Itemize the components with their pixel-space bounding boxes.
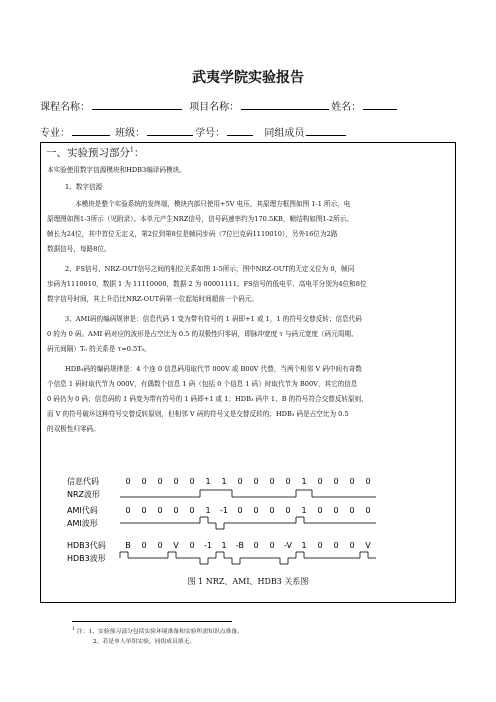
hdb3-code-digit: -1 <box>204 541 212 550</box>
paragraph-line: 个信息 1 码时取代节为 000V，有偶数个信息 1 码（包括 0 个信息 1 码）时取代节为 B00V，其它的信息 <box>47 380 358 388</box>
hdb3-code-digit: B <box>125 541 131 550</box>
info-code-digit: 1 <box>221 477 227 486</box>
waveform-row-label: AMI代码 <box>67 506 98 515</box>
paragraph-line: 0 的为 0 码。AMI 码对应的波形是占空比为 0.5 的双极性归零码，即脉冲宽度 τ 与码元宽度（码元周期、 <box>47 330 358 338</box>
waveform-row-label: HDB3代码 <box>67 541 106 550</box>
paragraph-line: 码元间隔）T₀ 的关系是 τ=0.5T₀。 <box>47 345 151 353</box>
info-code-digit: 0 <box>317 477 323 486</box>
ami-code-digit: 0 <box>173 506 179 515</box>
paragraph-line: 原理图如图1-3所示（见附录）。本单元产生NRZ信号，信号码速率约为170.5KB，帧结构如图1-2所示。 <box>47 215 353 223</box>
paragraph-line: 而 V 的符号破坏这种符号交替反转原则，但相邻 V 码的符号又是交替反转的；HDB₃ 码是占空比为 0.5 <box>47 410 349 418</box>
project-label: 项目名称： <box>189 102 240 113</box>
ami-code-digit: 0 <box>189 506 195 515</box>
info-code-digit: 0 <box>365 477 371 486</box>
info-code-digit: 1 <box>301 477 307 486</box>
hdb3-code-digit: 0 <box>157 541 163 550</box>
ami-code-digit: 0 <box>365 506 371 515</box>
hdb3-code-digit: 0 <box>269 541 275 550</box>
info-code-digit: 0 <box>173 477 179 486</box>
ami-code-digit: 0 <box>141 506 147 515</box>
ami-code-digit: 0 <box>333 506 339 515</box>
ami-code-digit: 0 <box>157 506 163 515</box>
page-title: 武夷学院实验报告 <box>192 70 304 86</box>
ami-code-digit: 0 <box>285 506 291 515</box>
hdb3-code-digit: -V <box>284 541 292 550</box>
name-label: 姓名： <box>331 102 362 113</box>
info-code-digit: 0 <box>269 477 275 486</box>
ami-code-digit: 0 <box>237 506 243 515</box>
footnote-rule <box>72 621 232 622</box>
hdb3-code-digit: 0 <box>333 541 339 550</box>
paragraph-line: HDB₃码的编码规律是：4 个连 0 信息码用取代节 000V 或 B00V 代替，当两个相邻 V 码中间有奇数 <box>65 365 362 373</box>
info-code-digit: 0 <box>141 477 147 486</box>
ami-code-digit: 0 <box>317 506 323 515</box>
ami-code-digit: 0 <box>349 506 355 515</box>
waveform-row-label: AMI波形 <box>67 519 98 528</box>
paragraph-line: 2、FS信号、NRZ-OUT信号之间的相位关系如图 1-5所示，图中NRZ-OUT的无定义位为 0，帧同 <box>65 265 355 273</box>
info-code-digit: 0 <box>285 477 291 486</box>
footnote-1: $^1$ 注：1、实验预习部分包括实验环境准备和实验所需知识点准备。 <box>72 627 243 635</box>
hdb3-code-digit: 0 <box>253 541 259 550</box>
hdb3-code-digit: -B <box>235 541 245 550</box>
paragraph-line: 数字信号时间，其上升沿比NRZ-OUT码第一位起始时间超前一个码元。 <box>47 295 258 303</box>
paragraph-line: 数据信号，每路8位。 <box>47 245 111 253</box>
paragraph-line: 的双极性归零码。 <box>47 425 100 433</box>
major-label: 专业： <box>40 128 70 139</box>
ami-code-digit: 1 <box>205 506 211 515</box>
figure-caption: 图 1 NRZ、AMI、HDB3 关系图 <box>187 577 309 586</box>
info-code-digit: 0 <box>157 477 163 486</box>
hdb3-code-digit: 0 <box>317 541 323 550</box>
paragraph-line: 1、数字信源 <box>65 183 103 191</box>
info-code-digit: 1 <box>205 477 211 486</box>
ami-code-digit: 0 <box>269 506 275 515</box>
paragraph-line: 帧长为24位，其中首位无定义，第2位到第8位是帧同步码（7位巴克码1110010），另外16位为2路 <box>47 230 338 238</box>
paragraph-line: 步码为1110010，数据 1 为 11110000，数据 2 为 00001111。FS信号的低电平、高电平分别为4位和8位 <box>47 280 367 288</box>
hdb3-code-digit: 0 <box>189 541 195 550</box>
course-label: 课程名称： <box>40 102 90 113</box>
footnote-2: 2、若是单人单组实验，同组成员填无。 <box>93 639 196 645</box>
ami-code-digit: 0 <box>253 506 259 515</box>
hdb3-code-digit: 0 <box>349 541 355 550</box>
paragraph-line: 本实验使用数字信源模块和HDB3编译码模块。 <box>47 166 186 174</box>
section-heading: 一、实验预习部分$^1$： <box>46 146 145 159</box>
paragraph-line: 0 码仍为 0 码；信息码的 1 码变为带有符号的 1 码即+1 或 1；HDB₃ 码中 1、B 的符号符合交替反转原则， <box>47 395 368 403</box>
info-code-digit: 0 <box>189 477 195 486</box>
info-code-digit: 0 <box>125 477 131 486</box>
hdb3-code-digit: V <box>173 541 179 550</box>
waveform-row-label: 信息代码 <box>67 477 99 486</box>
class-label: 班级： <box>115 128 146 139</box>
hdb3-code-digit: 1 <box>221 541 227 550</box>
id-label: 学号： <box>195 128 226 139</box>
waveform-row-label: HDB3波形 <box>67 554 106 563</box>
hdb3-code-digit: 0 <box>141 541 147 550</box>
ami-code-digit: 0 <box>125 506 131 515</box>
group-label: 同组成员 <box>264 128 305 139</box>
hdb3-code-digit: 1 <box>301 541 307 550</box>
info-code-digit: 0 <box>253 477 259 486</box>
waveform-row-label: NRZ波形 <box>67 490 101 499</box>
paragraph-line: 3、AMI码的编码规律是：信息代码 1 变为带有符号的 1 码即+1 或 1，1 的符号交替反转；信息代码 <box>65 315 362 323</box>
paragraph-line: 本模块是整个实验系统的发终端，模块内部只使用+5V 电压，其原理方框图如图 1-1 所示，电 <box>75 200 351 208</box>
info-code-digit: 0 <box>349 477 355 486</box>
ami-code-digit: 1 <box>301 506 307 515</box>
info-code-digit: 0 <box>237 477 243 486</box>
info-code-digit: 0 <box>333 477 339 486</box>
hdb3-code-digit: V <box>365 541 371 550</box>
ami-code-digit: -1 <box>220 506 228 515</box>
